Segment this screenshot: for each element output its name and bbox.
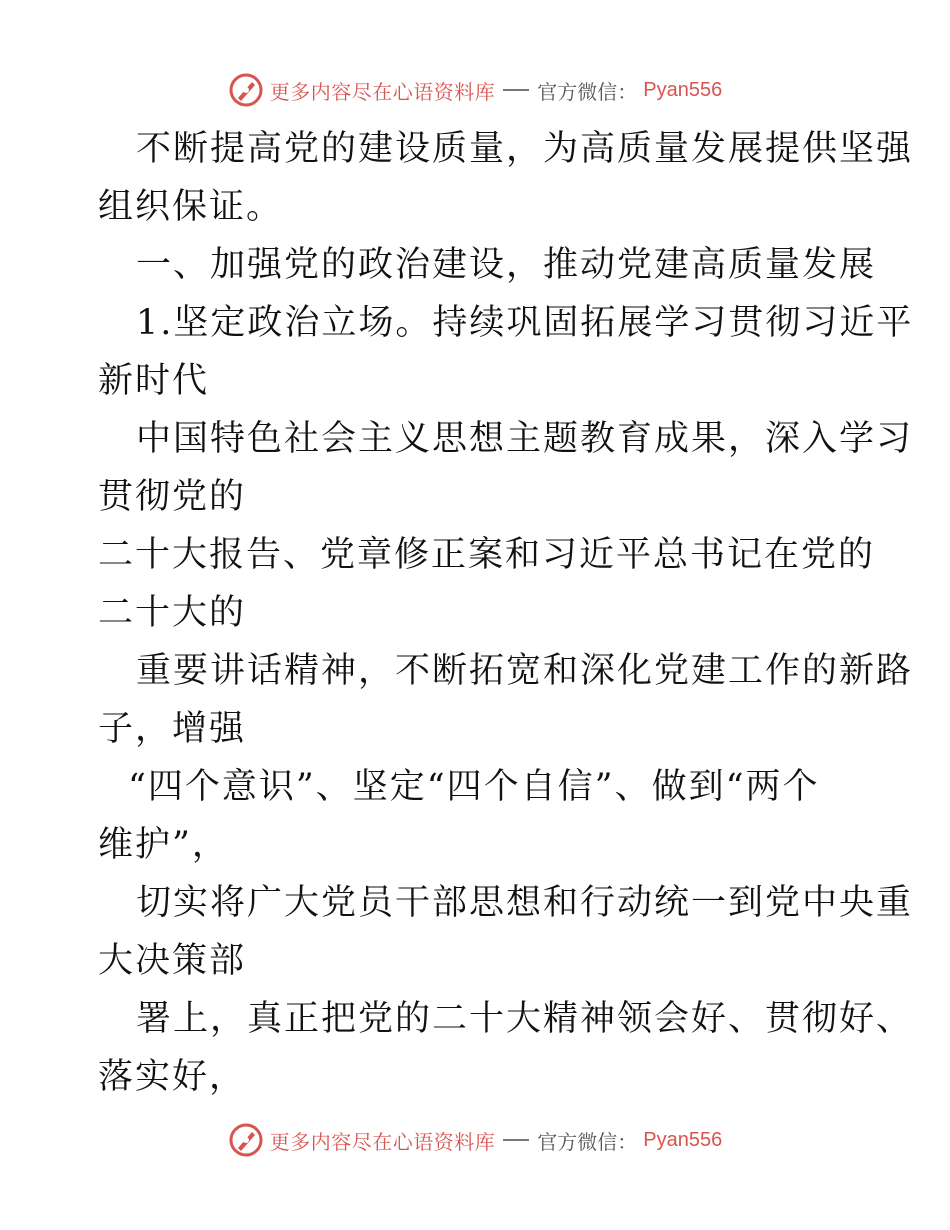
text-line: 维护”， <box>98 825 229 865</box>
banner-dash <box>503 1139 529 1141</box>
wechat-label: 官方微信： <box>537 1129 638 1154</box>
wechat-label: 官方微信： <box>537 79 638 104</box>
wechat-id: Pyan556 <box>643 78 723 101</box>
text-line: “四个意识”、坚定“四个自信”、做到“两个 <box>128 767 820 807</box>
section-heading: 一、加强党的政治建设，推动党建高质量发展 <box>136 245 877 285</box>
pen-logo-icon <box>228 1122 264 1158</box>
text-line: 贯彻党的 <box>98 477 247 517</box>
text-line: 子，增强 <box>98 709 247 749</box>
footer-banner <box>0 1120 950 1160</box>
text-line: 二十大的 <box>98 593 247 633</box>
brand-text: 更多内容尽在心语资料库 <box>269 1129 496 1154</box>
header-banner <box>0 70 950 110</box>
text-line: 组织保证。 <box>98 187 284 227</box>
text-line: 中国特色社会主义思想主题教育成果，深入学习 <box>136 419 914 459</box>
text-line: 二十大报告、党章修正案和习近平总书记在党的 <box>98 535 876 575</box>
document-body <box>98 120 914 1106</box>
text-line: 重要讲话精神，不断拓宽和深化党建工作的新路 <box>136 651 914 691</box>
text-line: 1.坚定政治立场。持续巩固拓展学习贯彻习近平 <box>136 303 914 343</box>
text-line: 署上，真正把党的二十大精神领会好、贯彻好、 <box>136 999 914 1039</box>
pen-logo-icon <box>228 72 264 108</box>
text-line: 落实好， <box>98 1057 247 1097</box>
text-line: 大决策部 <box>98 941 247 981</box>
banner-dash <box>503 89 529 91</box>
text-line: 切实将广大党员干部思想和行动统一到党中央重 <box>136 883 914 923</box>
wechat-id: Pyan556 <box>643 1128 723 1151</box>
text-line: 新时代 <box>98 361 210 401</box>
text-line: 不断提高党的建设质量，为高质量发展提供坚强 <box>136 129 914 169</box>
brand-text: 更多内容尽在心语资料库 <box>269 79 496 104</box>
